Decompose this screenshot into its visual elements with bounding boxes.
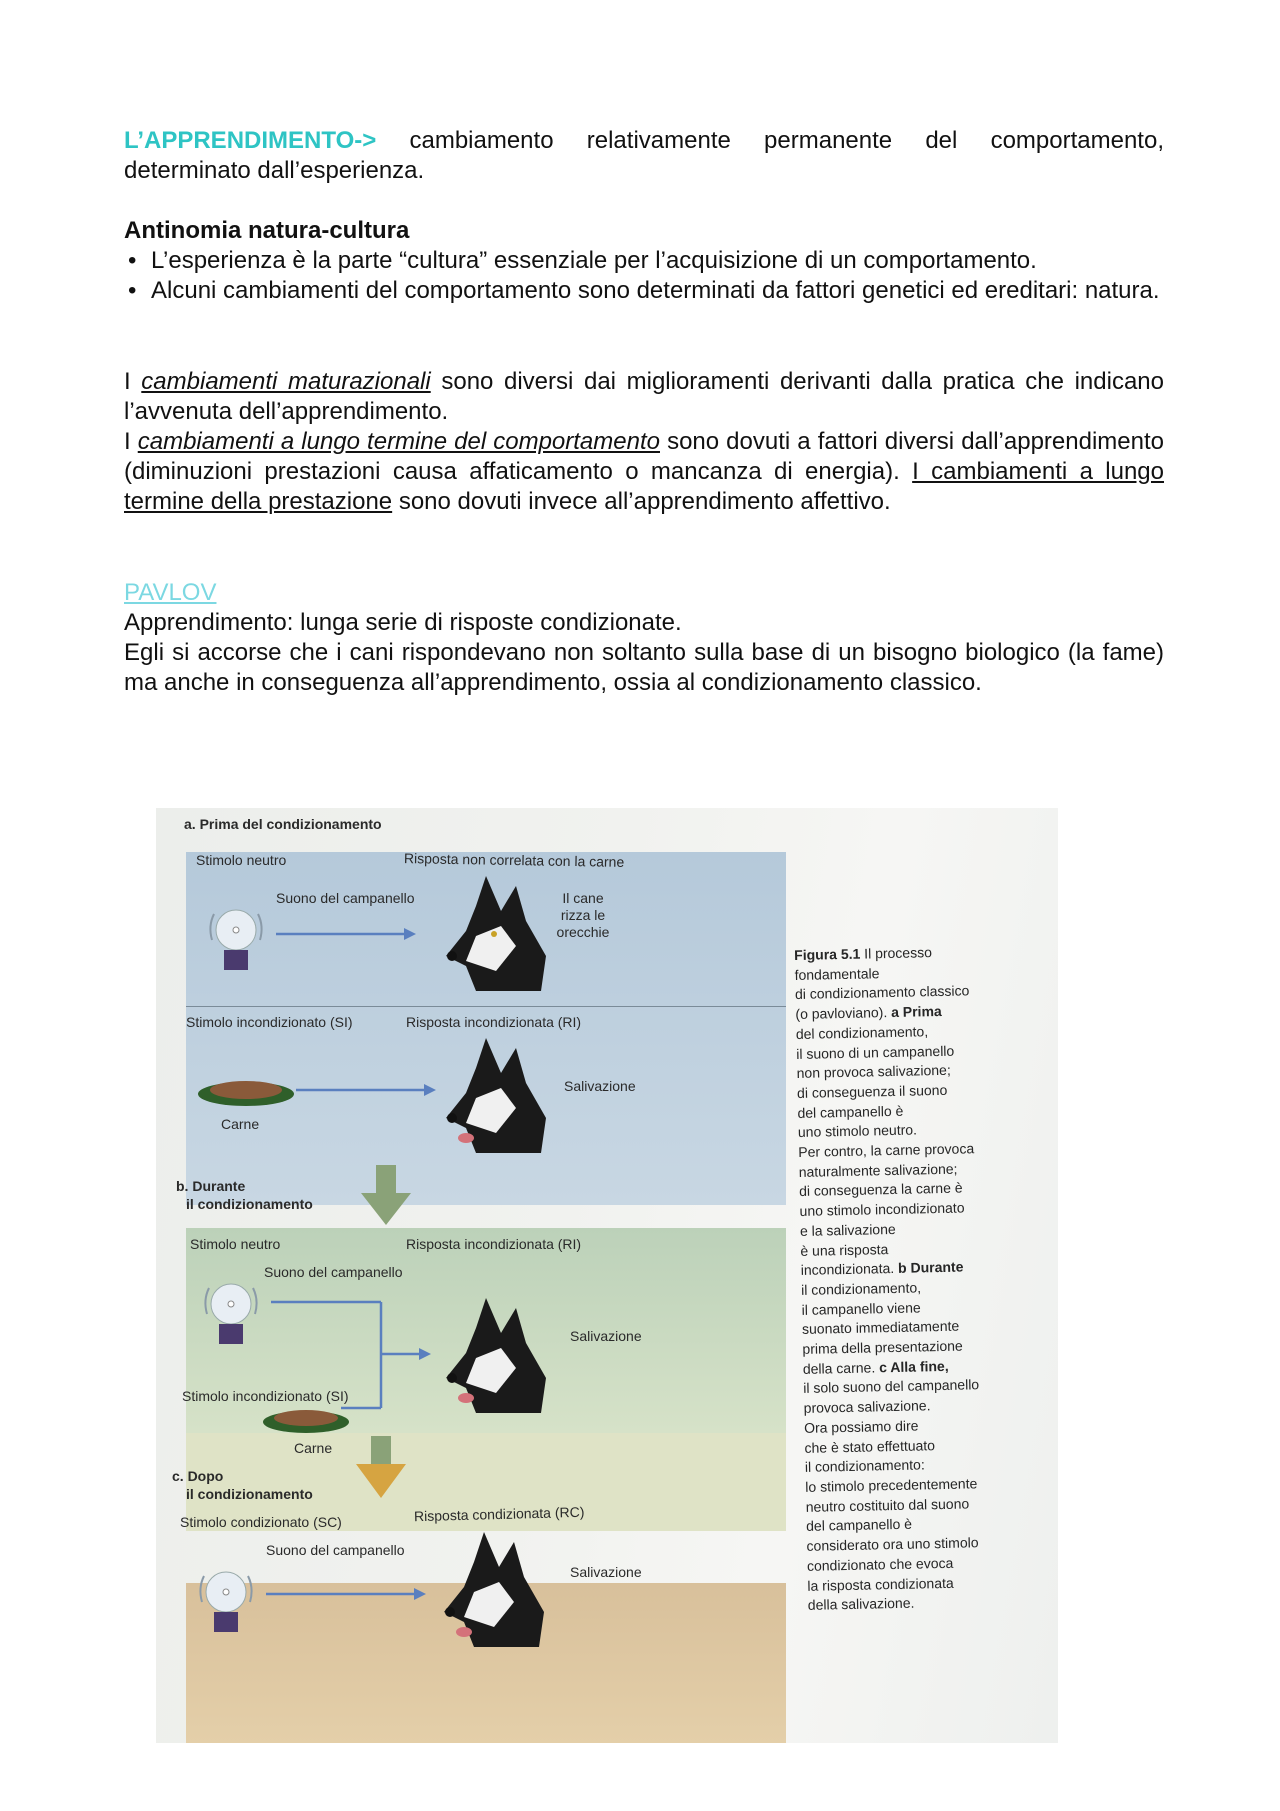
caption-line: il suono di un campanello <box>796 1042 955 1062</box>
list-item: • L’esperienza è la parte “cultura” essenziale per l’acquisizione di un comportamento. <box>124 246 1164 276</box>
panel-b-stim-bottom: Stimolo incondizionato (SI) <box>182 1388 349 1404</box>
antinomia-section <box>124 216 1164 306</box>
caption-line: lo stimolo precedentemente <box>805 1475 978 1495</box>
antinomia-heading: Antinomia natura-cultura <box>124 217 410 244</box>
panel-b-resp: Risposta incondizionata (RI) <box>406 1236 582 1252</box>
dog-head-icon <box>444 1532 554 1652</box>
caption-line: b Durante <box>897 1258 964 1277</box>
term-comportamento: cambiamenti a lungo termine del comportamento <box>137 428 660 455</box>
meat-icon <box>196 1070 296 1110</box>
panel-a-saliva: Salivazione <box>564 1078 636 1094</box>
figure-caption <box>794 941 1058 1616</box>
bell-icon <box>196 1568 256 1638</box>
panel-c-resp: Risposta condizionata (RC) <box>413 1503 585 1525</box>
meat-icon <box>261 1402 351 1436</box>
caption-line: uno stimolo incondizionato <box>799 1199 965 1220</box>
caption-line: (o pavloviano). <box>795 1004 888 1023</box>
caption-line: è una risposta <box>800 1240 889 1259</box>
panel-c-bell-label: Suono del campanello <box>266 1542 405 1558</box>
panel-a-stim-top: Stimolo neutro <box>196 852 287 868</box>
panel-b-bell-label: Suono del campanello <box>264 1264 403 1280</box>
changes-p2-text: sono dovuti a fattori diversi dall’apprendimento (diminuzioni prestazioni causa affaticamento o mancanza di energia). <box>124 428 1165 485</box>
panel-b-title-1: b. Durante <box>176 1178 246 1194</box>
caption-line: neutro costituito dal suono <box>805 1495 970 1515</box>
panel-a-dog-resp: Il cane rizza le orecchie <box>556 890 610 940</box>
caption-line: a Prima <box>890 1003 942 1021</box>
caption-line: condizionato che evoca <box>806 1554 954 1574</box>
intro-paragraph <box>124 126 1164 186</box>
caption-line: di conseguenza il suono <box>796 1081 948 1101</box>
caption-line: e la salivazione <box>799 1220 896 1239</box>
arrow-icon <box>276 928 416 940</box>
list-item: • Alcuni cambiamenti del comportamento sono determinati da fattori genetici ed ereditari: natura. <box>124 276 1164 306</box>
caption-line: provoca salivazione. <box>803 1397 931 1417</box>
panel-a-bell-label: Suono del campanello <box>276 890 415 906</box>
changes-p1-text: sono diversi dai miglioramenti derivanti dalla pratica che indicano l’avvenuta dell’apprendimento. <box>124 368 1164 425</box>
pavlov-section <box>124 578 1164 698</box>
caption-line: del campanello è <box>797 1102 904 1121</box>
caption-line: considerato ora uno stimolo <box>806 1534 979 1554</box>
changes-p1-prefix: I <box>124 368 142 395</box>
term-prestazione: I cambiamenti a lungo termine della prestazione <box>124 458 1164 515</box>
caption-line: uno stimolo neutro. <box>797 1121 918 1141</box>
dog-head-icon <box>446 1038 556 1158</box>
panel-c-title-2: il condizionamento <box>186 1486 313 1502</box>
term-maturazionali: cambiamenti maturazionali <box>141 368 431 395</box>
panel-c-saliva: Salivazione <box>570 1564 642 1580</box>
down-arrow-icon <box>356 1436 406 1498</box>
caption-line: del campanello è <box>805 1516 913 1535</box>
caption-line: non provoca salivazione; <box>796 1061 951 1082</box>
conditioning-figure <box>156 808 1058 1743</box>
bell-icon <box>206 906 266 976</box>
caption-line: del condizionamento, <box>795 1023 929 1042</box>
caption-line: il campanello viene <box>801 1299 921 1318</box>
caption-line: di condizionamento classico <box>794 982 970 1003</box>
panel-b-saliva: Salivazione <box>570 1328 642 1344</box>
pavlov-heading: PAVLOV <box>124 579 217 606</box>
caption-line: Ora possiamo dire <box>803 1417 919 1436</box>
down-arrow-icon <box>361 1165 411 1225</box>
panel-a-resp-bottom: Risposta incondizionata (RI) <box>406 1014 582 1030</box>
panel-a-title: a. Prima del condizionamento <box>184 816 382 832</box>
panel-b-title-2: il condizionamento <box>186 1196 313 1212</box>
dog-head-icon <box>446 1298 556 1418</box>
caption-line: fondamentale <box>794 964 880 983</box>
caption-line: incondizionata. <box>800 1260 895 1279</box>
panel-c-title-1: c. Dopo <box>172 1468 224 1484</box>
panel-a-divider <box>186 1006 786 1007</box>
pavlov-line-1: Apprendimento: lunga serie di risposte condizionate. <box>124 609 682 636</box>
figure-label: Figura 5.1 <box>794 945 861 963</box>
caption-line: Per contro, la carne provoca <box>798 1140 975 1160</box>
arrow-icon <box>266 1588 426 1600</box>
caption-line: suonato immediatamente <box>801 1317 960 1338</box>
caption-line: naturalmente salivazione; <box>798 1160 958 1180</box>
caption-line: la risposta condizionata <box>807 1574 954 1594</box>
caption-line: di conseguenza la carne è <box>798 1179 963 1200</box>
changes-paragraph-2 <box>124 427 1164 517</box>
caption-line: che è stato effettuato <box>804 1436 936 1456</box>
caption-line: il solo suono del campanello <box>803 1376 980 1397</box>
caption-line: il condizionamento: <box>804 1456 925 1476</box>
panel-a-resp-top: Risposta non correlata con la carne <box>403 850 625 870</box>
caption-line: il condizionamento, <box>801 1279 922 1298</box>
caption-line: c Alla fine, <box>878 1357 949 1376</box>
antinomia-list <box>124 246 1164 306</box>
intro-term: L’APPRENDIMENTO-> <box>124 127 377 154</box>
changes-paragraph-1 <box>124 367 1164 427</box>
panel-b-stim-top: Stimolo neutro <box>190 1236 281 1252</box>
changes-p3-text: sono dovuti invece all’apprendimento affettivo. <box>392 488 891 515</box>
caption-line: della salivazione. <box>807 1594 915 1614</box>
caption-line: prima della presentazione <box>802 1337 963 1357</box>
intro-definition: cambiamento relativamente permanente del comportamento, determinato dall’esperienza. <box>124 127 1164 184</box>
pavlov-line-2: Egli si accorse che i cani rispondevano non soltanto sulla base di un bisogno biologico (la fame) ma anche in conseguenza all’apprendimento, ossia al condizionamento classico. <box>124 639 1164 696</box>
changes-p2-prefix: I <box>124 428 138 455</box>
caption-line: della carne. <box>802 1359 876 1377</box>
caption-line: Il processo <box>864 944 933 962</box>
panel-c-stim: Stimolo condizionato (SC) <box>180 1514 342 1530</box>
panel-a-meat-label: Carne <box>221 1116 260 1132</box>
dog-head-icon <box>446 876 556 996</box>
panel-a-stim-bottom: Stimolo incondizionato (SI) <box>186 1014 353 1030</box>
arrow-icon <box>296 1084 436 1096</box>
bell-icon <box>201 1280 261 1350</box>
panel-b-meat-label: Carne <box>294 1440 333 1456</box>
